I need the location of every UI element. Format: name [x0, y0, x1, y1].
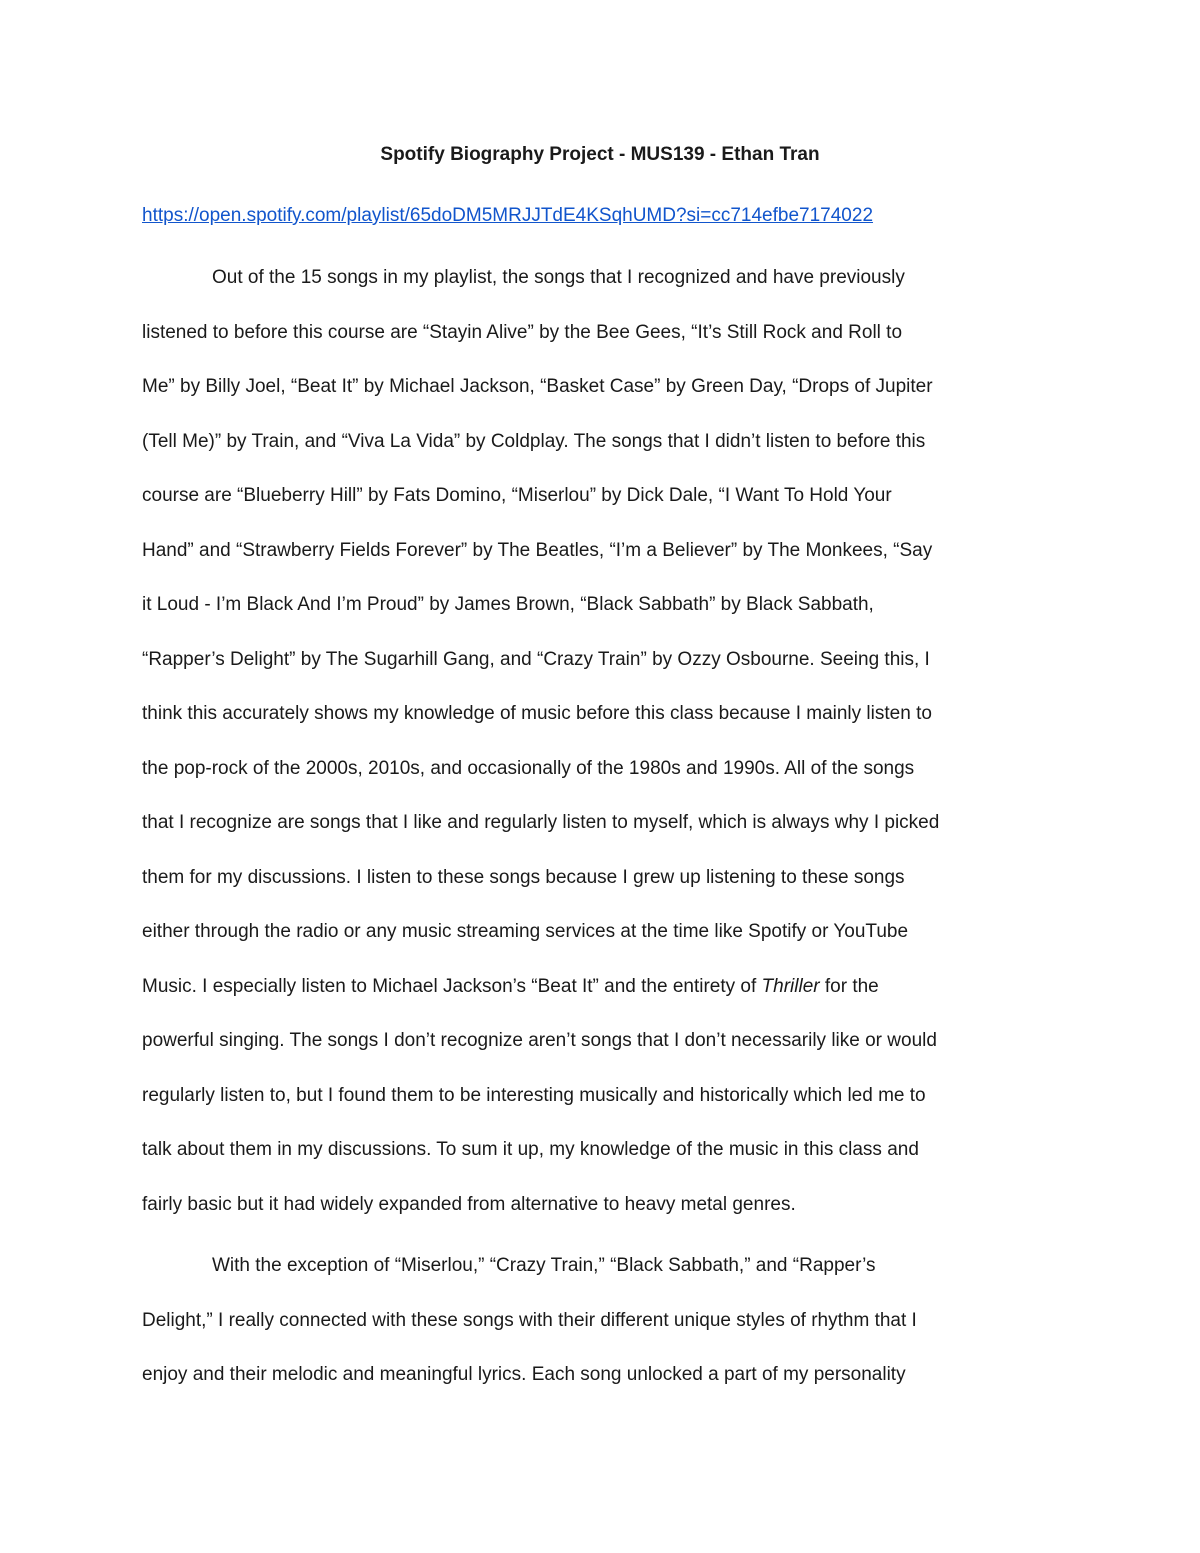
spotify-playlist-link[interactable]: https://open.spotify.com/playlist/65doDM5MRJJTdE4KSqhUMD?si=cc714efbe7174022: [142, 205, 874, 226]
paragraph-line: enjoy and their melodic and meaningful lyrics. Each song unlocked a part of my personality: [142, 1364, 906, 1385]
paragraph-line: (Tell Me)” by Train, and “Viva La Vida” by Coldplay. The songs that I didn’t listen to before this: [142, 430, 926, 452]
paragraph-line: regularly listen to, but I found them to be interesting musically and historically which led me to: [142, 1084, 926, 1106]
paragraph-line: Hand” and “Strawberry Fields Forever” by The Beatles, “I’m a Believer” by The Monkees, “Say: [142, 539, 933, 561]
document-title: Spotify Biography Project - MUS139 - Ethan Tran: [380, 144, 820, 165]
paragraph-line: talk about them in my discussions. To sum it up, my knowledge of the music in this class and: [142, 1139, 919, 1160]
paragraph-line: fairly basic but it had widely expanded from alternative to heavy metal genres.: [142, 1193, 796, 1215]
paragraph-2: [142, 1239, 1060, 1403]
paragraph-line: course are “Blueberry Hill” by Fats Domino, “Miserlou” by Dick Dale, “I Want To Hold Your: [142, 485, 892, 506]
playlist-link-line: [142, 203, 873, 229]
paragraph-line: them for my discussions. I listen to these songs because I grew up listening to these songs: [142, 866, 905, 888]
paragraph-line: that I recognize are songs that I like and regularly listen to myself, which is always why I picked: [142, 812, 940, 833]
paragraph-line: Out of the 15 songs in my playlist, the songs that I recognized and have previously: [212, 267, 905, 288]
paragraph-line: With the exception of “Miserlou,” “Crazy Train,” “Black Sabbath,” and “Rapper’s: [212, 1255, 876, 1276]
line-text: for the: [819, 975, 879, 997]
paragraph-line: think this accurately shows my knowledge of music before this class because I mainly listen to: [142, 703, 932, 724]
paragraph-1: [142, 251, 1060, 1232]
paragraph-line: Delight,” I really connected with these songs with their different unique styles of rhythm that I: [142, 1309, 917, 1331]
paragraph-line: it Loud - I’m Black And I’m Proud” by James Brown, “Black Sabbath” by Black Sabbath,: [142, 594, 874, 615]
paragraph-line-thriller: [142, 960, 1060, 1015]
album-title-italic: Thriller: [761, 975, 820, 997]
paragraph-line: Me” by Billy Joel, “Beat It” by Michael Jackson, “Basket Case” by Green Day, “Drops of Jupiter: [142, 376, 933, 397]
paragraph-line: powerful singing. The songs I don’t recognize aren’t songs that I don’t necessarily like or would: [142, 1030, 937, 1051]
line-text: Music. I especially listen to Michael Jackson’s “Beat It” and the entirety of: [142, 975, 762, 997]
paragraph-line: the pop-rock of the 2000s, 2010s, and occasionally of the 1980s and 1990s. All of the songs: [142, 757, 915, 779]
paragraph-line: either through the radio or any music streaming services at the time like Spotify or YouTube: [142, 921, 909, 942]
paragraph-line: “Rapper’s Delight” by The Sugarhill Gang, and “Crazy Train” by Ozzy Osbourne. Seeing this, I: [142, 648, 930, 670]
paragraph-line: listened to before this course are “Stayin Alive” by the Bee Gees, “It’s Still Rock and Roll to: [142, 321, 903, 343]
